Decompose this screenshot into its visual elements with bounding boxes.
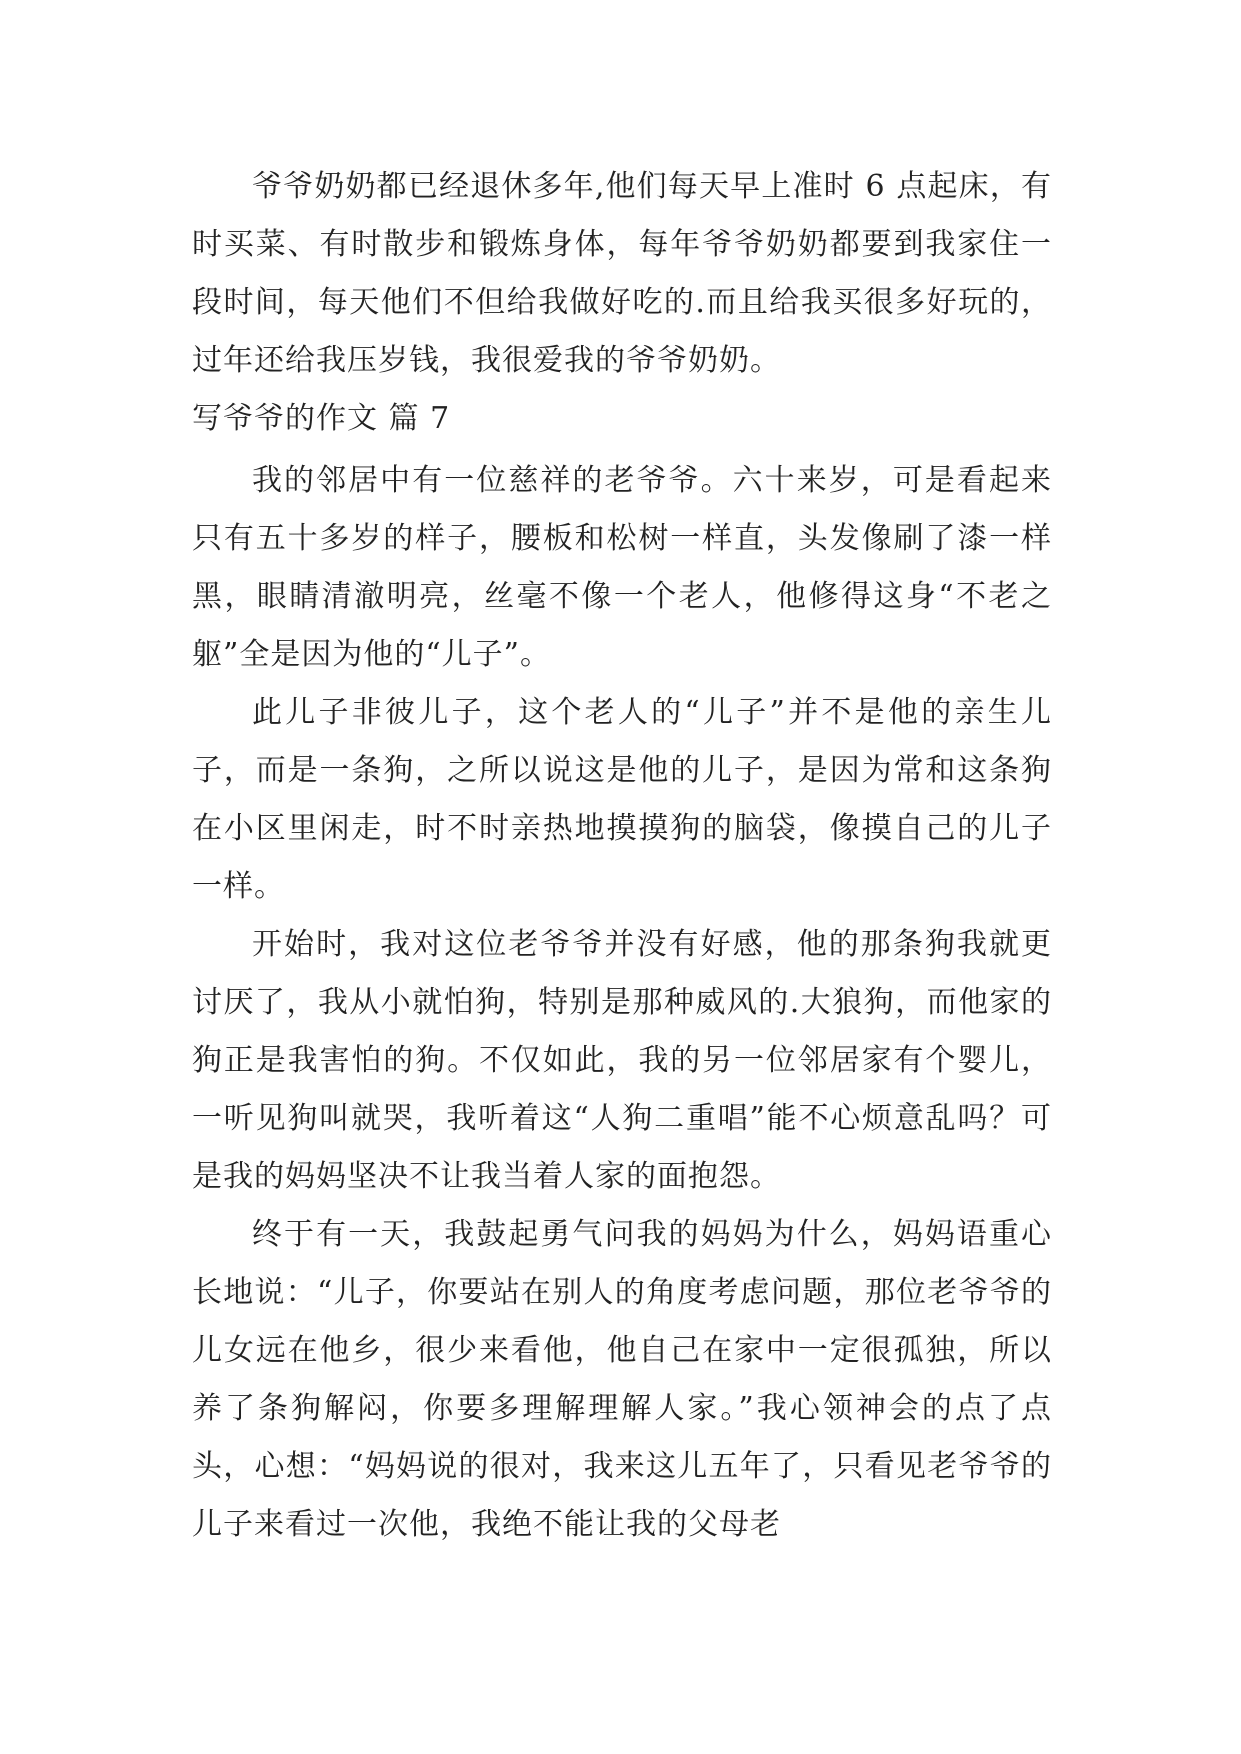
paragraph-dislike: 开始时，我对这位老爷爷并没有好感，他的那条狗我就更讨厌了，我从小就怕狗，特别是那种威风的.大狼狗，而他家的狗正是我害怕的狗。不仅如此，我的另一位邻居家有个婴儿，一听见狗叫就哭，我听着这“人狗二重唱”能不心烦意乱吗？可是我的妈妈坚决不让我当着人家的面抱怨。 <box>192 927 1052 1194</box>
paragraph-mother-advice: 终于有一天，我鼓起勇气问我的妈妈为什么，妈妈语重心长地说：“儿子，你要站在别人的角度考虑问题，那位老爷爷的儿女远在他乡，很少来看他，他自己在家中一定很孤独，所以养了条狗解闷，你要多理解理解人家。”我心领神会的点了点头，心想：“妈妈说的很对，我来这儿五年了，只看见老爷爷的儿子来看过一次他，我绝不能让我的父母老 <box>192 1217 1052 1542</box>
section-heading: 写爷爷的作文 篇 7 <box>192 401 451 436</box>
paragraph-grandparents: 爷爷奶奶都已经退休多年,他们每天早上准时 6 点起床，有时买菜、有时散步和锻炼身体，每年爷爷奶奶都要到我家住一段时间，每天他们不但给我做好吃的.而且给我买很多好玩的，过年还给我压岁钱，我很爱我的爷爷奶奶。 <box>192 169 1052 378</box>
document-body <box>192 158 1052 1554</box>
paragraph-neighbor-grandpa: 我的邻居中有一位慈祥的老爷爷。六十来岁，可是看起来只有五十多岁的样子，腰板和松树一样直，头发像刷了漆一样黑，眼睛清澈明亮，丝毫不像一个老人，他修得这身“不老之躯”全是因为他的“儿子”。 <box>192 463 1052 672</box>
paragraph-dog-son: 此儿子非彼儿子，这个老人的“儿子”并不是他的亲生儿子，而是一条狗，之所以说这是他的儿子，是因为常和这条狗在小区里闲走，时不时亲热地摸摸狗的脑袋，像摸自己的儿子一样。 <box>192 695 1052 904</box>
